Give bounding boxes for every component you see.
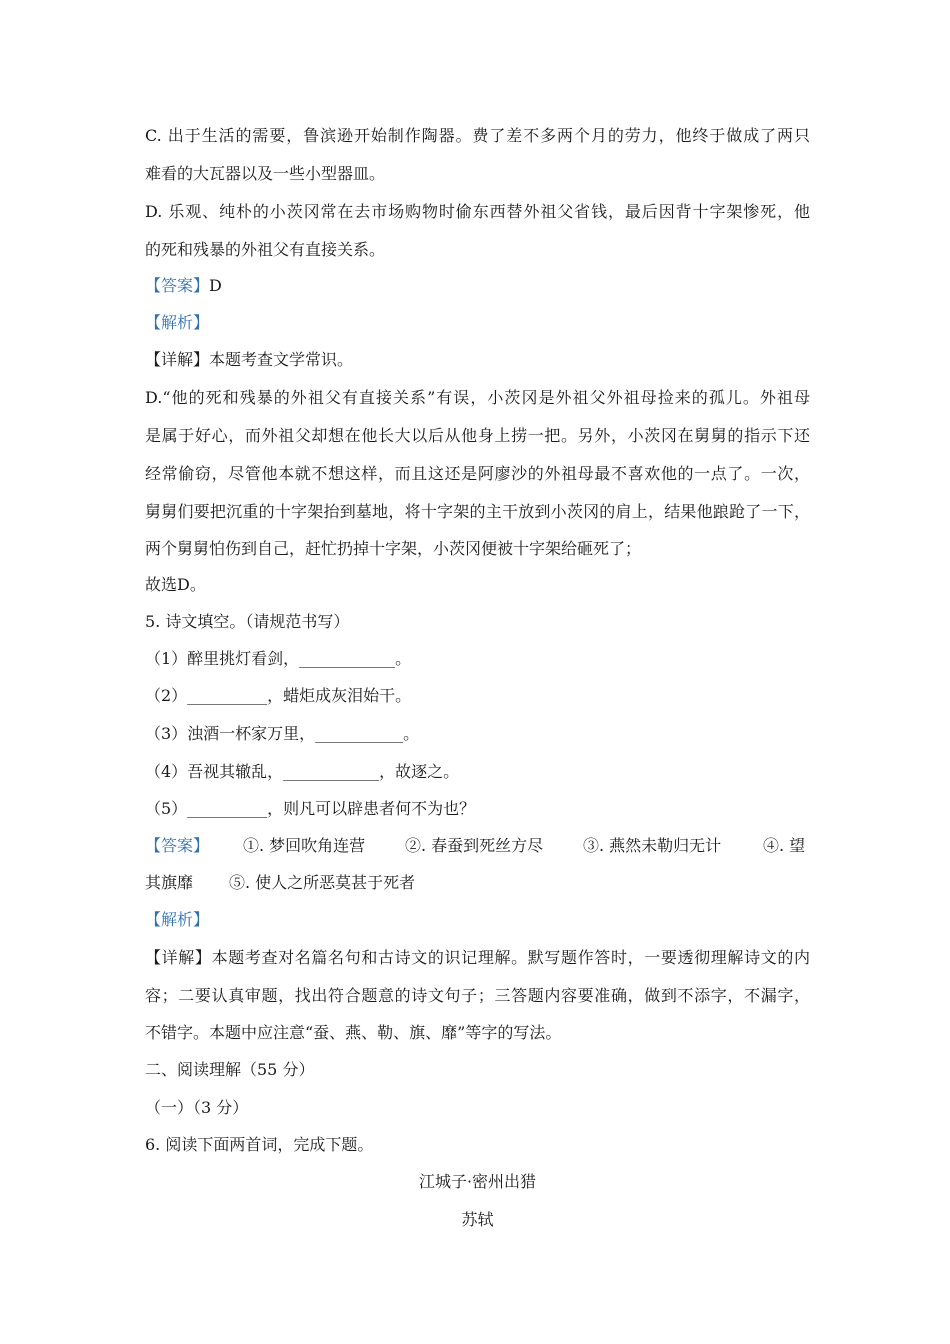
- answer-item: ④. 望: [763, 836, 806, 855]
- explanation-line3: 经常偷窃，尽管他本就不想这样，而且这还是阿廖沙的外祖母最不喜欢他的一点了。一次，: [145, 464, 810, 483]
- option-c-line2: 难看的大瓦器以及一些小型器皿。: [145, 164, 386, 183]
- answer-item: ②. 春蚕到死丝方尽: [405, 836, 544, 855]
- blank-item: （1）醉里挑灯看剑，____________。: [145, 649, 412, 668]
- answer-item: ③. 燕然未勒归无计: [583, 836, 722, 855]
- poem-author: 苏轼: [461, 1210, 494, 1229]
- q5-detail-line2: 容；二要认真审题，找出符合题意的诗文句子；三答题内容要准确，做到不添字，不漏字，: [145, 986, 810, 1005]
- answer-label: 【答案】: [145, 836, 210, 855]
- q5-answer-row2: [145, 871, 810, 895]
- question-6-title: 6. 阅读下面两首词，完成下题。: [145, 1135, 374, 1154]
- q5-detail-line3: 不错字。本题中应注意“蚕、燕、勒、旗、靡”等字的写法。: [145, 1023, 562, 1042]
- answer-item: ⑤. 使人之所恶莫甚于死者: [229, 873, 416, 892]
- analysis-label: 【解析】: [145, 313, 210, 332]
- q5-detail-line1: 【详解】本题考查对名篇名句和古诗文的识记理解。默写题作答时，一要透彻理解诗文的内: [145, 948, 810, 967]
- explanation-line4: 舅舅们要把沉重的十字架抬到墓地，将十字架的主干放到小茨冈的肩上，结果他踉跄了一下，: [145, 502, 810, 521]
- option-c-line1: C. 出于生活的需要，鲁滨逊开始制作陶器。费了差不多两个月的劳力，他终于做成了两只: [145, 126, 810, 145]
- explanation-line5: 两个舅舅怕伤到自己，赶忙扔掉十字架，小茨冈便被十字架给砸死了；: [145, 539, 642, 558]
- question-5-title: 5. 诗文填空。（请规范书写）: [145, 612, 350, 631]
- answer-row: [145, 274, 810, 298]
- answer-value: D: [209, 276, 222, 295]
- answer-label: 【答案】: [145, 276, 210, 295]
- q5-answer-row: [145, 834, 810, 858]
- poem-title: 江城子·密州出猎: [418, 1172, 537, 1191]
- blank-item: （4）吾视其辙乱，____________，故逐之。: [145, 762, 460, 781]
- detail-line: 【详解】本题考查文学常识。: [145, 350, 354, 369]
- blank-item: （2）__________，蜡炬成灰泪始干。: [145, 686, 412, 705]
- blank-item: （5）__________，则凡可以辟患者何不为也？: [145, 799, 476, 818]
- choose-line: 故选D。: [145, 575, 206, 594]
- subsection-title: （一）（3 分）: [145, 1098, 249, 1117]
- section-title: 二、阅读理解（55 分）: [145, 1060, 315, 1079]
- explanation-line1: D.“他的死和残暴的外祖父有直接关系”有误，小茨冈是外祖父外祖母捡来的孤儿。外祖母: [145, 388, 810, 407]
- blank-item: （3）浊酒一杯家万里，___________。: [145, 724, 420, 743]
- option-d-line1: D. 乐观、纯朴的小茨冈常在去市场购物时偷东西替外祖父省钱，最后因背十字架惨死，他: [145, 202, 810, 221]
- option-d-line2: 的死和残暴的外祖父有直接关系。: [145, 240, 386, 259]
- q5-analysis-label: 【解析】: [145, 910, 210, 929]
- explanation-line2: 是属于好心，而外祖父却想在他长大以后从他身上捞一把。另外，小茨冈在舅舅的指示下还: [145, 426, 810, 445]
- answer-item: ①. 梦回吹角连营: [243, 836, 366, 855]
- answer-item: 其旗靡: [145, 873, 194, 892]
